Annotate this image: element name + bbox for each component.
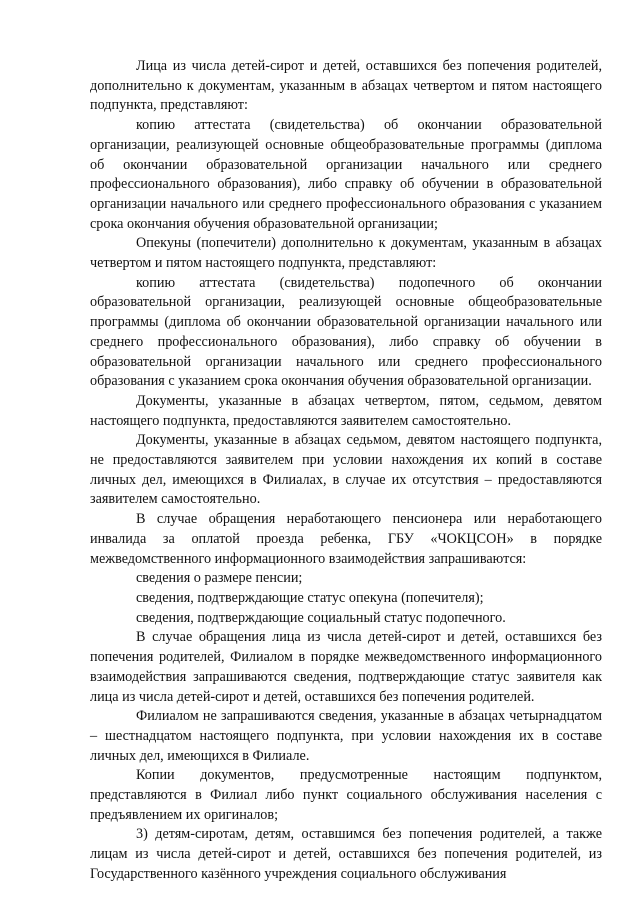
list-item-guardian-status: сведения, подтверждающие статус опекуна (попечителя); [136,589,484,606]
paragraph-not-requested: Филиалом не запрашиваются сведения, указанные в абзацах четырнадцатом – шестнадцатом настоящего подпункта, при условии нахождения их в составе личных дел, имеющихся в Филиале. [90,708,602,764]
list-item-ward-status: сведения, подтверждающие социальный статус подопечного. [136,609,506,626]
paragraph-orphans-certificate: копию аттестата (свидетельства) об окончании образовательной организации, реализующей основные общеобразовательные программы (диплома об окончании образовательной организации начального или среднего профессионального образования), либо справку об обучении в образовательной организации начального или среднего профессионального образования с указанием срока окончания обучения образовательной организации; [90,117,602,232]
paragraph-guardians-certificate: копию аттестата (свидетельства) подопечного об окончании образовательной организации, реализующей основные общеобразовательные программы (диплома об окончании образовательной организации начального или среднего профессионального образования), либо справку об обучении в образовательной организации начального или среднего профессионального образования с указанием срока окончания обучения образовательной организации. [90,274,602,390]
paragraph-guardians-intro: Опекуны (попечители) дополнительно к документам, указанным в абзацах четвертом и пятом настоящего подпункта, представляют: [90,235,602,272]
paragraph-item-3: 3) детям-сиротам, детям, оставшимся без попечения родителей, а также лицам из числа детей-сирот и детей, оставшихся без попечения родителей, из Государственного казённого учреждения социального обслуживания [90,826,602,882]
document-body [90,57,602,885]
paragraph-orphans-intro: Лица из числа детей-сирот и детей, оставшихся без попечения родителей, дополнительно к документам, указанным в абзацах четвертом и пятом настоящего подпункта, представляют: [90,58,602,114]
paragraph-personal-files: Документы, указанные в абзацах седьмом, девятом настоящего подпункта, не предоставляются заявителем при условии нахождения их копий в составе личных дел, имеющихся в Филиалах, в случае их отсутствия – предоставляются заявителем самостоятельно. [90,432,602,508]
list-item-pension-size: сведения о размере пенсии; [136,570,303,587]
paragraph-copies: Копии документов, предусмотренные настоящим подпунктом, представляются в Филиал либо пункт социального обслуживания населения с предъявлением их оригиналов; [90,767,602,823]
paragraph-self-provided: Документы, указанные в абзацах четвертом, пятом, седьмом, девятом настоящего подпункта, предоставляются заявителем самостоятельно. [90,392,602,429]
paragraph-orphan-status-request: В случае обращения лица из числа детей-сирот и детей, оставшихся без попечения родителей, Филиалом в порядке межведомственного информационного взаимодействия запрашиваются сведения, подтверждающие статус заявителя как лица из числа детей-сирот и детей, оставшихся без попечения родителей. [90,629,602,705]
paragraph-pensioner-request: В случае обращения неработающего пенсионера или неработающего инвалида за оплатой проезда ребенка, ГБУ «ЧОКЦСОН» в порядке межведомственного информационного взаимодействия запрашиваются: [90,511,602,567]
